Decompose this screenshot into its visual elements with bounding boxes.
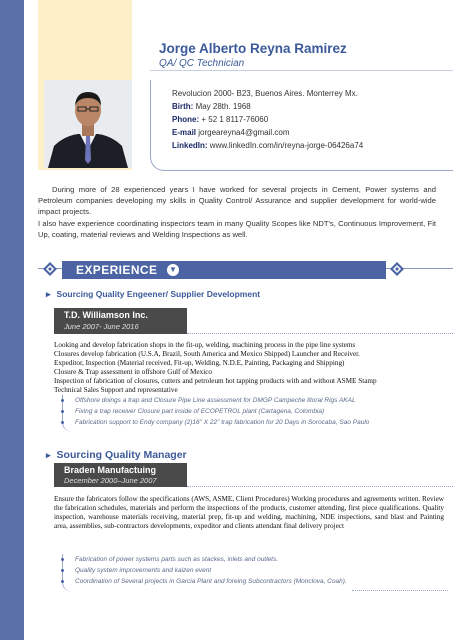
contact-email	[172, 128, 290, 137]
duty-line: Closures develop fabrication (U.S.A, Brazil, South America and Mexico Shipped) Launcher and Receiver.	[54, 350, 360, 358]
experience-title: EXPERIENCE	[76, 263, 158, 277]
company-box	[54, 308, 187, 334]
highlight-item: Fixing a trap receiver Closure part inside of ECOPETROL plant (Cartagena, Colombia)	[75, 406, 453, 417]
company-name: Braden Manufactuing	[64, 465, 157, 475]
summary-paragraph: I also have experience coordinating inspectors team in many Quality Scopes like NDT's, Continuous Improvement, Fit Up, coating, material reviews and Welding Inspections as well.	[38, 218, 436, 239]
phone-value: + 52 1 8117-76060	[201, 115, 269, 124]
email-value[interactable]: jorgeareyna4@gmail.com	[198, 128, 290, 137]
job-heading-text: Sourcing Quality Manager	[56, 449, 187, 461]
birth-label: Birth:	[172, 102, 194, 111]
linkedin-value[interactable]: www.linkedIn.com/in/reyna-jorge-06426a74	[209, 141, 364, 150]
company-box	[54, 463, 187, 487]
duty-line: Closure & Trap assessment in offshore Gulf of Mexico	[54, 368, 212, 376]
company-rule	[187, 333, 453, 334]
diamond-ornament-icon	[389, 261, 405, 277]
professional-summary	[38, 184, 436, 240]
job-heading-text: Sourcing Quality Engeener/ Supplier Development	[56, 289, 261, 299]
birth-value: May 28th. 1968	[195, 102, 251, 111]
job-highlights	[62, 395, 453, 432]
left-sidebar-stripe	[0, 0, 24, 640]
highlight-item: Quality system improvements and kaizen event	[75, 565, 453, 576]
job-heading	[46, 449, 187, 461]
candidate-name: Jorge Alberto Reyna Ramirez	[159, 41, 347, 56]
candidate-role: QA/ QC Technician	[159, 58, 245, 69]
company-name: T.D. Williamson Inc.	[64, 310, 148, 320]
job-duties	[54, 495, 444, 531]
duty-line: Inspection of fabrication of closures, cutters and petroleum hot tapping products with and without ASME Stamp	[54, 377, 377, 385]
phone-label: Phone:	[172, 115, 200, 124]
contact-birth	[172, 102, 251, 111]
job-duties	[54, 341, 444, 395]
company-rule	[187, 486, 453, 487]
job-heading	[46, 289, 260, 300]
highlight-item: Fabrication support to Endy company (2)16" X 22" trap fabrication for 20 Days in Sorocaba, Sao Paulo	[75, 417, 453, 428]
duty-line: Looking and develop fabrication shops in the fit-up, welding, machining process in the pipe line systems	[54, 341, 356, 349]
chevron-down-icon[interactable]: ▼	[167, 264, 179, 276]
contact-phone	[172, 115, 268, 124]
name-divider	[150, 70, 453, 71]
linkedin-label: LinkedIn:	[172, 141, 208, 150]
highlight-item: Coordination of Several projects in Garcia Plant and foreing Subcontractors (Monclova, Coah).	[75, 576, 453, 587]
email-label: E-mail	[172, 128, 197, 137]
contact-linkedin	[172, 141, 363, 150]
job-dates: December 2000–June 2007	[64, 476, 157, 485]
summary-paragraph: During more of 28 experienced years I have worked for several projects in Cement, Power systems and Petroleum companies developing my skills in Quality Control/ Assurance and supplier development for world-wide impact projects.	[38, 185, 436, 217]
highlight-item: Fabrication of power systems parts such as stackes, inlets and outlets.	[75, 554, 453, 565]
duty-line: Technical Sales Support and representative	[54, 386, 178, 394]
job-highlights	[62, 554, 453, 592]
closing-rule	[352, 590, 448, 591]
chevron-right-icon: ▸	[46, 289, 51, 299]
duty-line: Expeditor, Inspection (Material received, Fit-up, Welding, N.D.E, Painting, Packaging and Shipping)	[54, 359, 345, 367]
profile-photo	[44, 80, 132, 168]
contact-address: Revolucion 2000- B23, Buenos Aires. Monterrey Mx.	[172, 89, 358, 98]
highlight-item: Offshore doings a trap and Closure Pipe Line assessment for DMGP Campeche litoral Rigs AKAL	[75, 395, 453, 406]
job-dates: June 2007- June 2016	[64, 322, 139, 331]
duty-paragraph: Ensure the fabricators follow the specifications (AWS, ASME, Client Procedures) Working procedures and agreements written. Review the fabrication schedules, materials and perform the inspections of the products, customer attending, first piece qualifications. Quality inspection, warehouse materials receiving, material prep, fit-up and welding, machining, NDE inspections, sand blast and Painting area, assemblies, sub-contractors developments, expeditor and clients attendant final delivery project	[54, 495, 444, 530]
chevron-right-icon: ▸	[46, 450, 51, 460]
diamond-ornament-icon	[42, 261, 58, 277]
